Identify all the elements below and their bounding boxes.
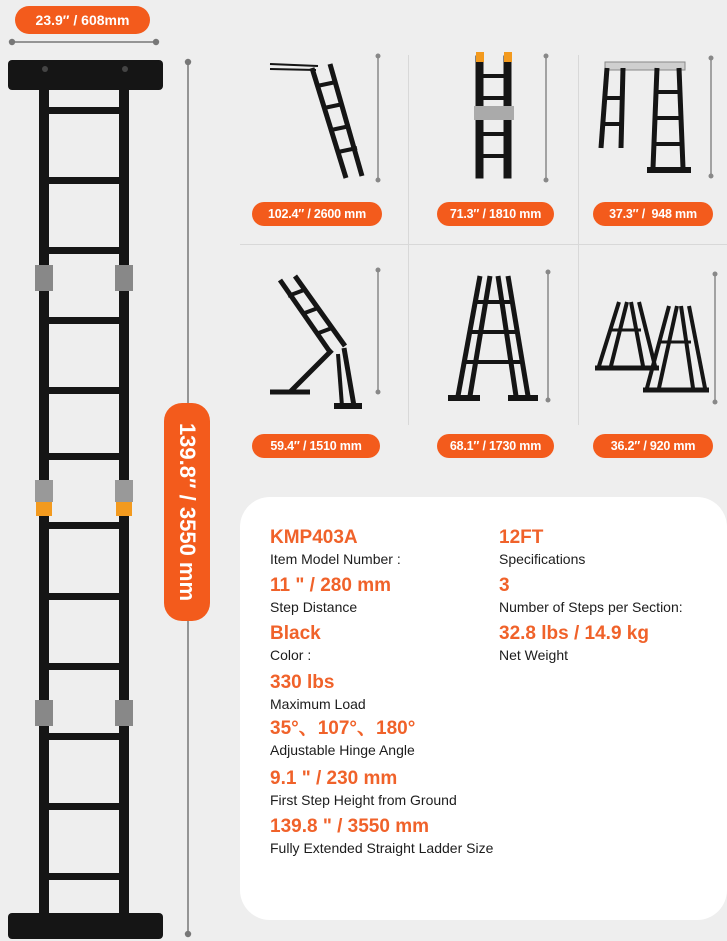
spec-extended-size [270, 816, 493, 857]
configuration-height-badge [437, 202, 554, 226]
configuration-height-badge [593, 202, 713, 226]
spec-label: Net Weight [499, 647, 568, 663]
spec-label: Adjustable Hinge Angle [270, 742, 415, 758]
height-dimension-badge [164, 403, 210, 621]
spec-size [499, 527, 585, 568]
spec-value: 3 [499, 575, 510, 596]
configuration-height-badge [437, 434, 554, 458]
configuration-height-badge [252, 434, 380, 458]
spec-value: 35°、107°、180° [270, 718, 416, 739]
configuration-height-badge [252, 202, 382, 226]
specifications-card [240, 497, 727, 920]
configuration-height-label: 71.3″ / 1810 mm [449, 207, 542, 221]
double-a-frame-icon [585, 262, 727, 412]
spec-label: Specifications [499, 551, 586, 567]
spec-value: 32.8 lbs / 14.9 kg [499, 623, 649, 644]
angled-ladder-icon [250, 262, 405, 412]
spec-value: 139.8 " / 3550 mm [270, 816, 430, 837]
height-dimension-label: 139.8″ / 3550 mm [175, 422, 201, 602]
spec-value: KMP403A [270, 527, 358, 548]
spec-steps-per-section [499, 575, 683, 616]
folded-ladder-icon [418, 48, 573, 188]
spec-label: Step Distance [270, 599, 358, 615]
spec-max-load [270, 672, 366, 713]
width-dimension-label: 23.9″ / 608mm [35, 12, 130, 28]
configuration-work-platform [579, 48, 727, 243]
configuration-height-label: 37.3″ / 948 mm [609, 207, 697, 221]
spec-label: Color : [270, 647, 312, 663]
spec-first-step [270, 768, 457, 809]
spec-label: Fully Extended Straight Ladder Size [270, 840, 494, 856]
configuration-height-badge [593, 434, 713, 458]
spec-label: Maximum Load [270, 696, 366, 712]
scaffold-extended-icon [250, 48, 405, 188]
spec-value: 12FT [499, 527, 544, 548]
spec-value: 11 " / 280 mm [270, 575, 391, 596]
configuration-height-label: 59.4″ / 1510 mm [270, 439, 362, 453]
a-frame-ladder-icon [418, 262, 573, 412]
width-dimension-line [8, 36, 160, 48]
configuration-a-frame [408, 262, 578, 467]
spec-hinge-angle [270, 718, 415, 759]
spec-weight [499, 623, 649, 664]
spec-label: First Step Height from Ground [270, 792, 457, 808]
width-dimension-badge [15, 6, 150, 34]
configuration-height-label: 68.1″ / 1730 mm [449, 439, 542, 453]
grid-divider [240, 244, 727, 245]
spec-color [270, 623, 321, 664]
straight-ladder-image [0, 55, 170, 941]
spec-label: Number of Steps per Section: [499, 599, 683, 615]
spec-label: Item Model Number : [270, 551, 401, 567]
configuration-extended-scaffold [240, 48, 408, 243]
spec-step-distance [270, 575, 391, 616]
work-platform-icon [587, 48, 727, 188]
spec-value: 330 lbs [270, 672, 335, 693]
configuration-height-label: 36.2″ / 920 mm [610, 439, 696, 453]
configuration-height-label: 102.4″ / 2600 mm [268, 207, 366, 221]
configuration-folded-ladder [408, 48, 578, 243]
configuration-double-a-frame [579, 262, 727, 467]
spec-value: 9.1 " / 230 mm [270, 768, 398, 789]
configuration-angled-ladder [240, 262, 408, 467]
spec-value: Black [270, 623, 321, 644]
spec-model [270, 527, 401, 568]
